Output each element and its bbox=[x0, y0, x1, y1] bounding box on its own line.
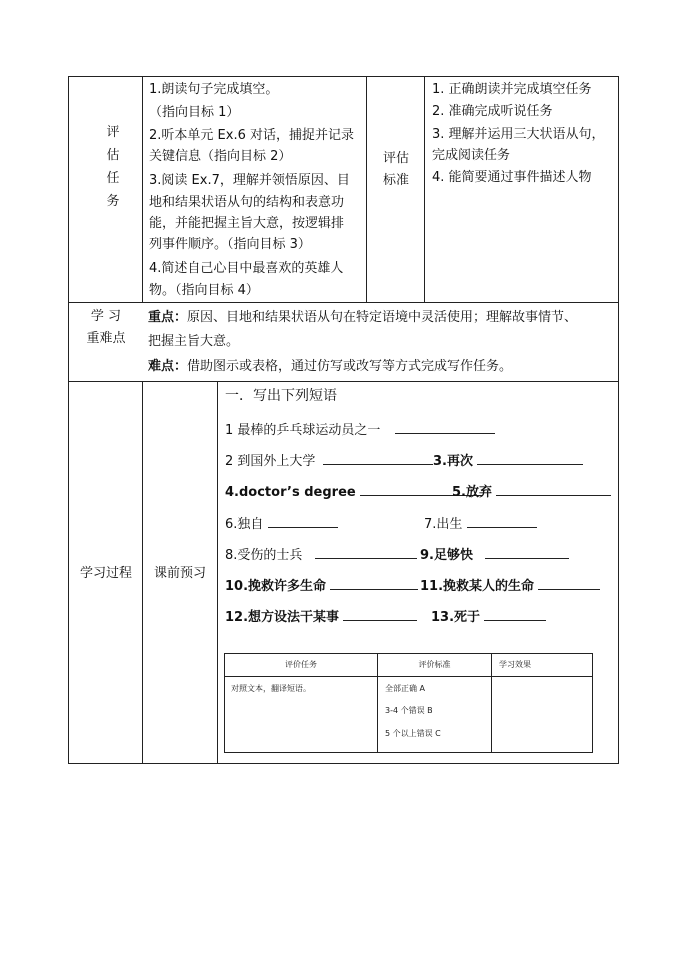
phrase-item: 8.受伤的士兵 bbox=[225, 543, 417, 567]
mini-header-standard: 评价标准 bbox=[418, 660, 451, 669]
eval-standard-item: 3. 理解并运用三大状语从句， bbox=[432, 127, 605, 142]
mini-standard-item: 3-4 个错误 B bbox=[385, 706, 433, 715]
phrase-item: 1 最棒的乒乓球运动员之一 bbox=[225, 418, 495, 442]
eval-task-item: 关键信息（指向目标 2） bbox=[149, 149, 292, 164]
answer-blank[interactable] bbox=[496, 480, 611, 496]
preview-label: 课前预习 bbox=[153, 566, 206, 581]
eval-task-item: （指向目标 1） bbox=[149, 105, 240, 120]
mini-standard-item: 5 个以上错误 C bbox=[385, 729, 441, 738]
phrase-item: 6.独自 bbox=[225, 512, 338, 536]
phrase-item: 4.doctor’s degree bbox=[225, 480, 482, 504]
phrase-item: 3.再次 bbox=[433, 449, 583, 473]
eval-standard-item: 1. 正确朗读并完成填空任务 bbox=[432, 82, 592, 97]
eval-task-item: 能，并能把握主旨大意，按逻辑排 bbox=[149, 216, 345, 231]
hard-point: 难点：借助图示或表格，通过仿写或改写等方式完成写作任务。 bbox=[148, 359, 513, 374]
answer-blank[interactable] bbox=[330, 574, 418, 590]
mini-header-task: 评价任务 bbox=[285, 660, 317, 669]
eval-task-item: 1.朗读句子完成填空。 bbox=[149, 82, 279, 97]
exercise-heading: 一．写出下列短语 bbox=[225, 388, 337, 404]
answer-blank[interactable] bbox=[315, 543, 417, 559]
phrase-item: 2 到国外上大学 bbox=[225, 449, 433, 473]
answer-blank[interactable] bbox=[343, 605, 417, 621]
eval-task-item: 地和结果状语从句的结构和表意功 bbox=[149, 195, 345, 210]
answer-blank[interactable] bbox=[477, 449, 583, 465]
key-point-continued: 把握主旨大意。 bbox=[148, 334, 240, 349]
process-label: 学习过程 bbox=[79, 566, 132, 581]
phrase-item: 11.挽救某人的生命 bbox=[420, 574, 600, 598]
phrase-item: 10.挽救许多生命 bbox=[225, 574, 418, 598]
mini-standard-item: 全部正确 A bbox=[385, 684, 426, 693]
eval-standard-item: 2. 准确完成听说任务 bbox=[432, 104, 553, 119]
phrase-item: 7.出生 bbox=[424, 512, 537, 536]
eval-task-item: 4.简述自己心目中最喜欢的英雄人 bbox=[149, 261, 344, 276]
phrase-item: 13.死于 bbox=[431, 605, 546, 629]
phrase-item: 12.想方设法干某事 bbox=[225, 605, 417, 629]
mini-task-cell: 对照文本，翻译短语。 bbox=[231, 684, 311, 693]
eval-task-item: 2.听本单元 Ex.6 对话，捕捉并记录 bbox=[149, 128, 354, 143]
key-point: 重点：原因、目地和结果状语从句在特定语境中灵活使用；理解故事情节、 bbox=[148, 310, 578, 325]
answer-blank[interactable] bbox=[484, 605, 546, 621]
phrase-item: 5.放弃 bbox=[452, 480, 611, 504]
answer-blank[interactable] bbox=[268, 512, 338, 528]
answer-blank[interactable] bbox=[467, 512, 537, 528]
answer-blank[interactable] bbox=[538, 574, 600, 590]
answer-blank[interactable] bbox=[395, 418, 495, 434]
eval-task-item: 列事件顺序。（指向目标 3） bbox=[149, 237, 311, 252]
answer-blank[interactable] bbox=[323, 449, 433, 465]
answer-blank[interactable] bbox=[485, 543, 569, 559]
eval-task-item: 3.阅读 Ex.7，理解并领悟原因、目 bbox=[149, 173, 350, 188]
eval-standard-item: 4. 能简要通过事件描述人物 bbox=[432, 170, 592, 185]
eval-task-item: 物。（指向目标 4） bbox=[149, 283, 259, 298]
phrase-item: 9.足够快 bbox=[420, 543, 569, 567]
eval-standard-item: 完成阅读任务 bbox=[432, 148, 511, 163]
mini-header-effect: 学习效果 bbox=[499, 660, 531, 669]
